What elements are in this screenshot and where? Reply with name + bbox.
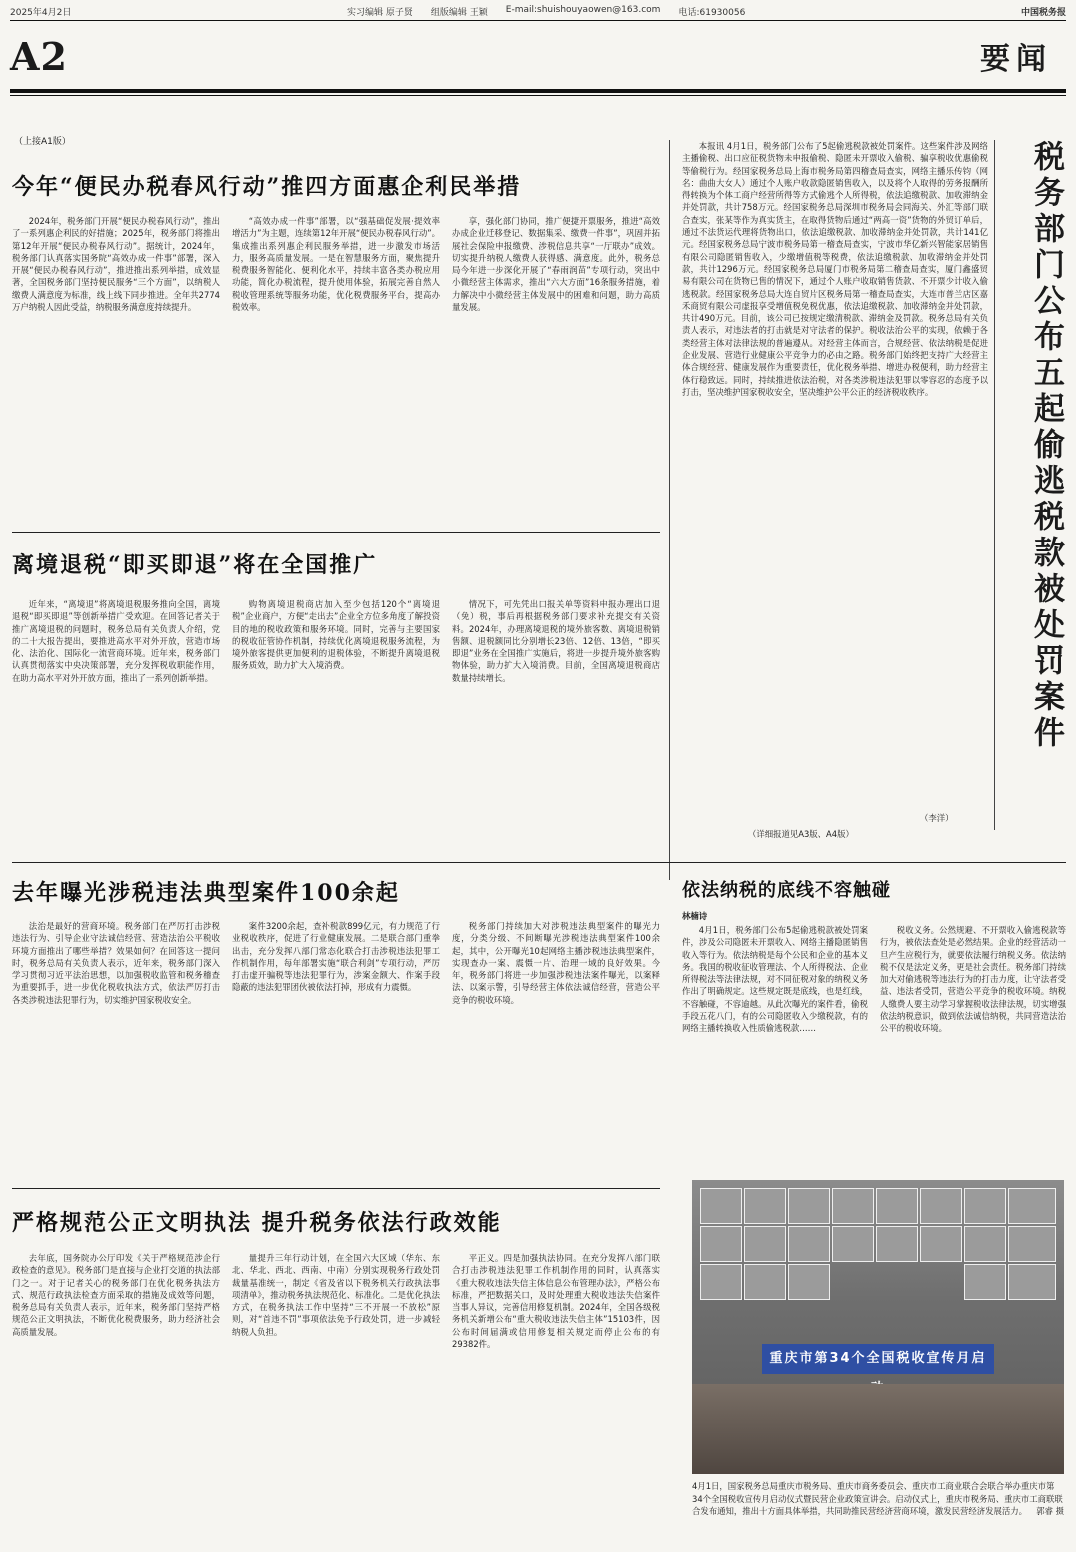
article2-body <box>12 598 660 856</box>
article2-col1: 近年来，“离境退”将离境退税服务推向全国，离境退税“即买即退”等创新举措广受欢迎。在回答记者关于推广离境退税的问题时，税务总局有关负责人介绍，党的二十大报告提出，要推进高水平对外开放，营造市场化、法治化、国际化一流营商环境。近年来，税务部门认真贯彻落实中央决策部署，充分发挥税收职能作用，在助力高水平对外开放方面，推出了一系列创新举措。 <box>12 599 220 683</box>
section-name: 要闻 <box>980 42 1052 77</box>
commentary-col1: 4月1日，税务部门公布5起偷逃税款被处罚案件，涉及公司隐匿未开票收入、网络主播隐匿销售收入等行为。依法纳税是每个公民和企业的基本义务。我国的税收征收管理法、个人所得税法、企业所得税法等法律法规，对不同征税对象的纳税义务作出了明确规定。这些规定既是底线，也是红线，不容触碰，不容逾越。从此次曝光的案件看，偷税手段五花八门，有的公司隐匿收入少缴税款，有的网络主播转换收入性质偷逃税款…… <box>682 925 868 1034</box>
section-editor-name: 组版编辑 王颖 <box>430 7 488 18</box>
article-divider <box>12 532 660 533</box>
article3-col2: 案件3200余起，查补税款899亿元，有力规范了行业税收秩序，促进了行业健康发展。二是联合部门重拳出击，充分发挥八部门常态化联合打击涉税违法犯罪工作机制作用，每年部署实施“联合利剑”专项行动，严厉打击虚开骗税等违法犯罪行为，涉案金额大、作案手段隐蔽的违法犯罪团伙被依法打掉，形成有力震慑。 <box>232 921 440 993</box>
sidebar-author: （李洋） <box>920 813 954 823</box>
contact-email: E-mail:shuishouyaowen@163.com <box>505 4 661 15</box>
article-divider <box>12 1188 660 1189</box>
editor-name: 实习编辑 原子贤 <box>347 7 413 18</box>
continued-from-note: （上接A1版） <box>14 137 71 147</box>
article1-headline: 今年“便民办税春风行动”推四方面惠企利民举措 <box>12 174 522 200</box>
article4-body <box>12 1252 660 1534</box>
photo-banner: 重庆市第34个全国税收宣传月启 <box>762 1344 994 1374</box>
article-divider <box>12 862 1066 863</box>
article4-col3: 平正义。四是加强执法协同。在充分发挥八部门联合打击涉税违法犯罪工作机制作用的同时，认真落实《重大税收违法失信主体信息公布管理办法》，严格公布标准，严把数据关口，及时处理重大税收违法失信案件当事人异议，完善信用修复机制。2024年，全国各级税务机关新增公布“重大税收违法失信主体”15103件，因公布时间届满或信用修复相关规定而停止公布的有29382件。 <box>452 1253 660 1350</box>
page-number: A2 <box>10 34 68 79</box>
top-info-bar <box>10 4 1066 18</box>
commentary-body <box>682 924 1066 1160</box>
contact-phone: 电话:61930056 <box>678 7 746 18</box>
commentary-headline: 依法纳税的底线不容触碰 <box>682 880 891 901</box>
photo-caption: 4月1日，国家税务总局重庆市税务局、重庆市商务委员会、重庆市工商业联合会联合举办重庆市第34个全国税收宣传月启动仪式暨民营企业政策宣讲会。启动仪式上，重庆市税务局、重庆市工商联联合发布通知，推出十方面具体举措，共同助推民营经济营商环境，激发民营经济发展活力。 郭睿 摄 <box>692 1481 1064 1516</box>
paper-name: 中国税务报 <box>1020 7 1066 18</box>
event-photo <box>692 1180 1064 1474</box>
article3-col3: 税务部门持续加大对涉税违法典型案件的曝光力度，分类分级、不间断曝光涉税违法典型案件100余起，其中，公开曝光10起网络主播涉税违法典型案件，实现查办一案、震慑一片、治理一域的良好效果。今年，税务部门将进一步加强涉税违法案件曝光，以案释法、以案示警，引导经营主体依法诚信经营，营造公平竞争的税收环境。 <box>452 921 660 1005</box>
header-thin-rule <box>10 95 1066 96</box>
sidebar-vertical-headline: 税务部门公布五起偷逃税款被处罚案件 <box>1028 140 1064 752</box>
commentary-col2: 税收义务。公然规避、不开票收入偷逃税款等行为，被依法查处是必然结果。企业的经营活动一旦产生应税行为，就要依法履行纳税义务。依法纳税不仅是法定义务，更是社会责任。税务部门持续加大对偷逃税等违法行为的打击力度，让守法者受益、违法者受罚，营造公平竞争的税收环境。纳税人缴费人要主动学习掌握税收法律法规，切实增强依法纳税意识，做到依法诚信纳税，共同营造法治公平的税收环境。 <box>880 925 1066 1034</box>
article4-col2: 量提升三年行动计划，在全国六大区域（华东、东北、华北、西北、西南、中南）分别实现税务行政处罚裁量基准统一，制定《省及省以下税务机关行政执法事项清单》，推动税务执法规范化、标准化。二是优化执法方式，在税务执法工作中坚持“三不开展一不放松”原则，对“首违不罚”事项依法免予行政处罚，进一步减轻纳税人负担。 <box>232 1253 440 1337</box>
article3-body <box>12 920 660 1176</box>
article2-headline: 离境退税“即买即退”将在全国推广 <box>12 552 378 578</box>
article1-col1: 2024年，税务部门开展“便民办税春风行动”，推出了一系列惠企利民的好措施；2025年，税务部门将推出第12年开展“便民办税春风行动”。据统计，2024年，税务部门认真落实国务院“高效办成一件事”部署，深入开展“便民办税春风行动”，推进推出系列举措，成效显著，全国税务部门坚持便民服务“三个方面”，以纳税人缴费人满意度为标准，线上线下同步推进。全年共2774万户纳税人因此受益，纳税服务满意度持续提升。 <box>12 216 220 313</box>
article1-col3: 享，强化部门协同，推广便捷开票服务，推进“高效办成企业迁移登记、数据集采、缴费一件事”，巩固并拓展社会保险申报缴费、涉税信息共享“一厅联办”成效。切实提升纳税人缴费人获得感、满意度。此外，税务总局今年进一步深化开展了“春雨润苗”专项行动，突出中小微经营主体需求，推出“六大方面”16条服务措施，着力解决中小微经营主体发展中的困难和问题，助力高质量发展。 <box>452 216 660 313</box>
column-divider <box>669 140 670 880</box>
issue-date: 2025年4月2日 <box>10 7 72 18</box>
masthead-rule <box>10 20 1066 21</box>
sidebar-continued-note: （详细报道见A3版、A4版） <box>748 829 854 839</box>
article3-col1: 法治是最好的营商环境。税务部门在严厉打击涉税违法行为、引导企业守法诚信经营、营造法治公平税收环境方面推出了哪些举措？效果如何？在回答这一提问时，税务总局有关负责人表示，近年来，税务部门深入学习贯彻习近平法治思想，以加强税收监管和税务稽查为重要抓手，进一步优化税收执法方式，依法严厉打击各类涉税违法犯罪行为，切实维护国家税收安全。 <box>12 921 220 1005</box>
header-thick-rule <box>10 89 1066 93</box>
article2-col3: 情况下，可先凭出口报关单等资料申报办理出口退（免）税，事后再根据税务部门要求补充提交有关资料。2024年，办理离境退税的境外旅客数、离境退税销售额、退税额同比分别增长23倍、12倍、13倍，“即买即退”业务在全国推广实施后，将进一步提升境外旅客购物体验，助力扩大入境消费。目前，全国离境退税商店数量持续增长。 <box>452 599 660 683</box>
sidebar-divider <box>994 140 995 830</box>
commentary-author: 林楠诗 <box>682 911 708 921</box>
article1-col2: “高效办成一件事”部署，以“强基础促发展·提效率增活力”为主题，连续第12年开展“便民办税春风行动”。集成推出系列惠企利民服务举措，进一步激发市场活力，服务高质量发展。一是在智慧服务方面，聚焦提升税费服务智能化、便利化水平，持续丰富各类办税应用功能，简化办税流程，提升使用体验，拓展完善自然人税收管理系统等服务功能，优化税费服务平台，提高办税效率。 <box>232 216 440 313</box>
sidebar-article-body: 本报讯 4月1日，税务部门公布了5起偷逃税款被处罚案件。这些案件涉及网络主播偷税、出口应征税货物未申报偷税、隐匿未开票收入偷税、骗享税收优惠偷税等偷税行为。经国家税务总局上海市税务局第四稽查局查实，网络主播乐传钧（网名：曲曲大女人）通过个人账户收款隐匿销售收入，以及将个人取得的劳务报酬所得转换为个体工商户经营所得等方式偷逃个人所得税，依法追缴税款、加收滞纳金并处罚款，共计758万元。经国家税务总局深圳市税务局会同海关、外汇等部门联合查实，张某等作为真实货主，在取得货物后通过“两高一资”货物的外贸订单后，通过不法货运代理将货物出口，依法追缴税款、加收滞纳金并处罚款，共计141亿元。经国家税务总局宁波市税务局第一稽查局查实，宁波市华亿新兴智能家居销售有限公司隐匿销售收入，少缴增值税等税费，依法追缴税款、加收滞纳金并处罚款，共计1296万元。经国家税务总局厦门市税务局第二稽查局查实，厦门鑫盛贸易有限公司在货物已售的情况下，通过个人账户收取销售货款、不开票少计收入偷逃税款。经国家税务总局大连自贸片区税务局第一稽查局查实，大连市普兰店区嘉禾商贸有限公司虚报享受增值税免税优惠，依法追缴税款、加收滞纳金并处罚款，共计490万元。目前，该公司已按规定缴清税款、滞纳金及罚款。税务总局有关负责人表示，对违法者的打击就是对守法者的保护。税收法治公平的实现，依赖于各类经营主体对法律法规的普遍遵从。对经营主体而言，合规经营、依法纳税是促进企业发展、营造行业健康公平竞争力的必由之路。税务部门始终把支持广大经营主体合规经营、健康发展作为重要责任，优化税务举措、增进办税便利，助力经营主体行稳致远。同时，持续推进依法治税，对各类涉税违法犯罪以零容忍的态度予以打击，坚决维护国家税收安全，坚决维护公平公正的经济税收秩序。 <box>682 141 988 397</box>
editor-info <box>347 5 745 18</box>
article1-body <box>12 215 660 517</box>
article4-headline: 严格规范公正文明执法 提升税务依法行政效能 <box>12 1210 502 1236</box>
article3-headline: 去年曝光涉税违法典型案件100余起 <box>12 880 400 906</box>
article2-col2: 购物离境退税商店加入至少包括120个“离境退税”企业商户，方便“走出去”企业全方位多角度了解投资目的地的税收政策和服务环境。同时，完善与主要国家的税收征管协作机制，持续优化离境退税服务流程，为境外旅客提供更加便利的退税体验，不断提升离境退税服务质效，助力扩大入境消费。 <box>232 599 440 671</box>
article4-col1: 去年底，国务院办公厅印发《关于严格规范涉企行政检查的意见》。税务部门是直接与企业打交道的执法部门之一。对于记者关心的税务部门在优化税务执法方式、规范行政执法检查方面采取的措施及成效等问题，税务总局有关负责人表示，近年来，税务部门坚持严格规范公正文明执法，不断优化税费服务，助力经济社会高质量发展。 <box>12 1253 220 1337</box>
photo-credit: 郭睿 摄 <box>1036 1506 1064 1516</box>
